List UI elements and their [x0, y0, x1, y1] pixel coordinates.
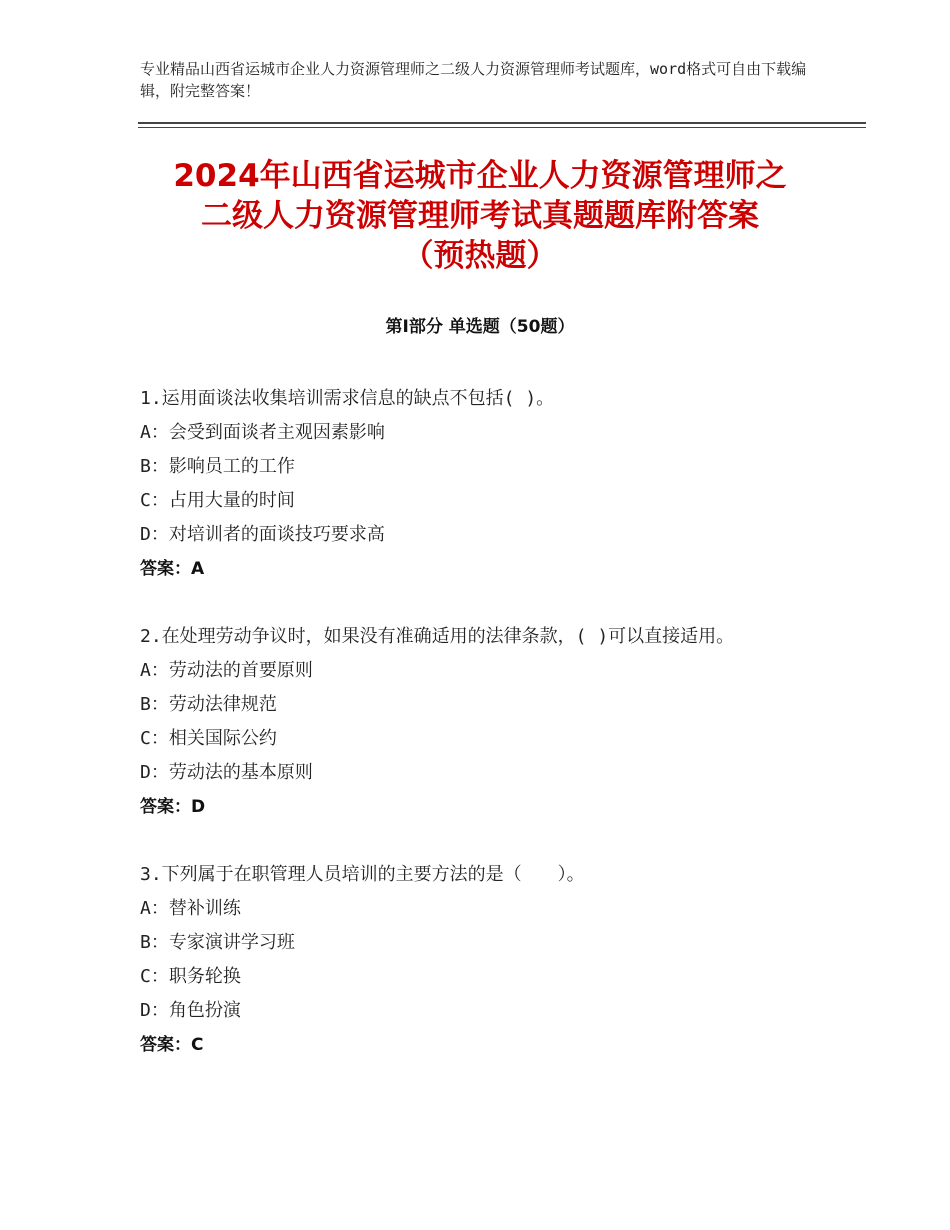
question-1	[140, 382, 812, 586]
option-b: B：劳动法律规范	[140, 694, 277, 715]
option-b: B：专家演讲学习班	[140, 932, 295, 953]
option-c: C：职务轮换	[140, 966, 241, 987]
option-a: A：替补训练	[140, 898, 241, 919]
question-list	[140, 382, 812, 1096]
option-c: C：占用大量的时间	[140, 490, 295, 511]
document-title	[130, 156, 830, 276]
option-d: D：劳动法的基本原则	[140, 762, 313, 783]
option-a: A：会受到面谈者主观因素影响	[140, 422, 385, 443]
option-d: D：角色扮演	[140, 1000, 241, 1021]
question-3	[140, 858, 812, 1062]
title-line-2: 二级人力资源管理师考试真题题库附答案	[201, 198, 759, 234]
option-b: B：影响员工的工作	[140, 456, 295, 477]
option-c: C：相关国际公约	[140, 728, 277, 749]
option-a: A：劳动法的首要原则	[140, 660, 313, 681]
title-line-1: 2024年山西省运城市企业人力资源管理师之	[173, 158, 787, 194]
answer-line: 答案：C	[140, 1035, 204, 1055]
option-d: D：对培训者的面谈技巧要求高	[140, 524, 385, 545]
title-line-3: （预热题）	[402, 238, 558, 274]
question-stem: 2.在处理劳动争议时，如果没有准确适用的法律条款，( )可以直接适用。	[140, 626, 735, 647]
header-divider-thin	[138, 127, 866, 128]
section-heading: 第Ⅰ部分 单选题（50题）	[385, 317, 575, 337]
question-stem: 1.运用面谈法收集培训需求信息的缺点不包括( )。	[140, 388, 555, 409]
question-2	[140, 620, 812, 824]
question-stem: 3.下列属于在职管理人员培训的主要方法的是（ ）。	[140, 864, 585, 885]
answer-line: 答案：A	[140, 559, 205, 579]
answer-line: 答案：D	[140, 797, 206, 817]
header-note: 专业精品山西省运城市企业人力资源管理师之二级人力资源管理师考试题库，word格式可自由下载编辑，附完整答案！	[140, 60, 807, 100]
header-divider-thick	[138, 122, 866, 124]
